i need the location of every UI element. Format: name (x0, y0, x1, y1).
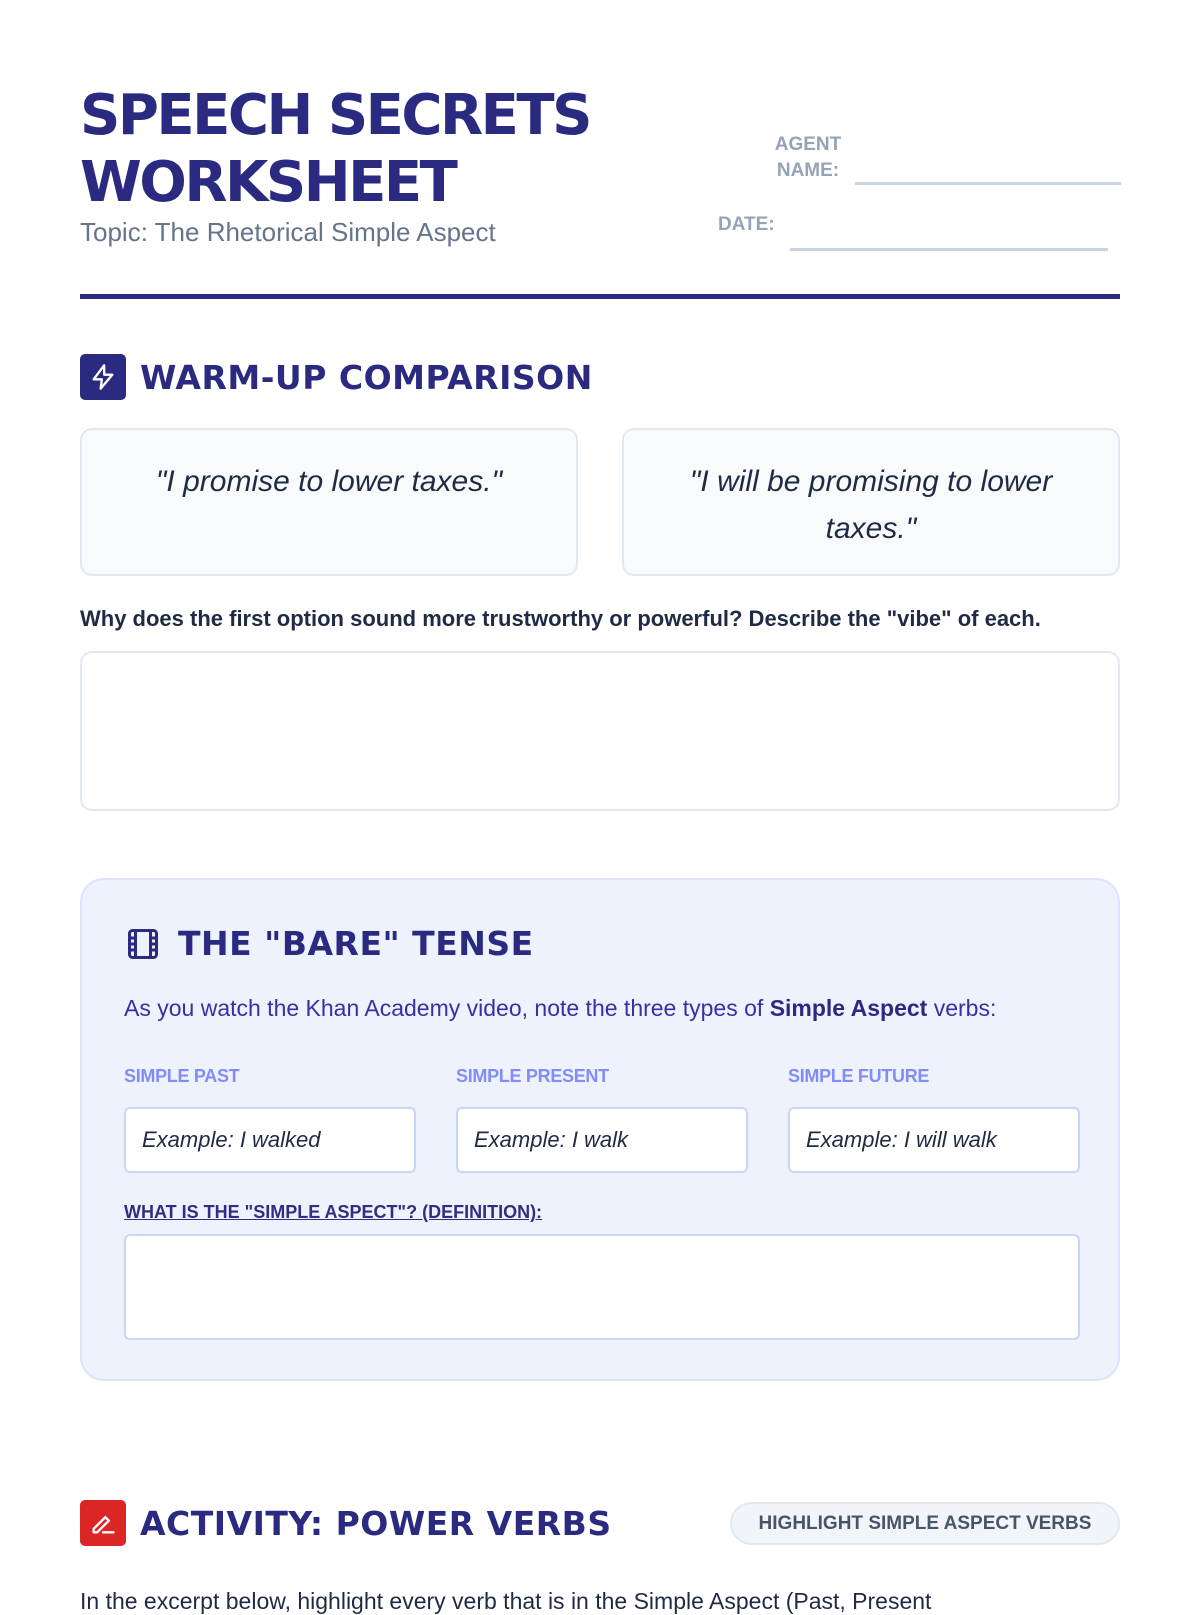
activity-title: ACTIVITY: POWER VERBS (140, 1503, 612, 1543)
simple-past-input[interactable]: Example: I walked (124, 1107, 416, 1173)
agent-name-field[interactable] (855, 182, 1121, 185)
bare-tense-header (124, 924, 534, 963)
warmup-header (80, 354, 593, 400)
topic-subtitle: Topic: The Rhetorical Simple Aspect (80, 217, 496, 247)
simple-future-input[interactable]: Example: I will walk (788, 1107, 1080, 1173)
date-field[interactable] (790, 248, 1108, 251)
agent-name-label: AGENT NAME: (774, 134, 842, 181)
title-line-1: SPEECH SECRETS (80, 83, 590, 148)
warmup-question: Why does the first option sound more trustworthy or powerful? Describe the "vibe" of each. (80, 606, 1041, 631)
film-icon (124, 925, 162, 963)
title-line-2: WORKSHEET (80, 150, 456, 215)
simple-present-label: SIMPLE PRESENT (456, 1066, 609, 1086)
simple-past-label: SIMPLE PAST (124, 1066, 240, 1086)
bare-tense-panel (80, 878, 1120, 1381)
highlight-badge: HIGHLIGHT SIMPLE ASPECT VERBS (730, 1502, 1120, 1545)
definition-input[interactable] (124, 1234, 1080, 1340)
quote-card-1: "I promise to lower taxes." (80, 428, 578, 576)
bare-tense-title: THE "BARE" TENSE (178, 924, 534, 963)
header-divider (80, 294, 1120, 299)
warmup-answer-box[interactable] (80, 651, 1120, 811)
simple-present-input[interactable]: Example: I walk (456, 1107, 748, 1173)
activity-header (80, 1500, 612, 1546)
activity-instructions: In the excerpt below, highlight every verb that is in the Simple Aspect (Past, Present (80, 1588, 932, 1614)
quote-card-2: "I will be promising to lower taxes." (622, 428, 1120, 576)
definition-label: WHAT IS THE "SIMPLE ASPECT"? (DEFINITION): (124, 1202, 543, 1222)
simple-future-label: SIMPLE FUTURE (788, 1066, 930, 1086)
signature-icon (80, 1500, 126, 1546)
worksheet-page (80, 0, 1120, 1614)
date-label: DATE: (718, 214, 775, 235)
warmup-title: WARM-UP COMPARISON (140, 357, 593, 397)
bare-instructions: As you watch the Khan Academy video, note the three types of Simple Aspect verbs: (124, 995, 997, 1021)
lightning-icon (80, 354, 126, 400)
page-title (80, 82, 720, 216)
